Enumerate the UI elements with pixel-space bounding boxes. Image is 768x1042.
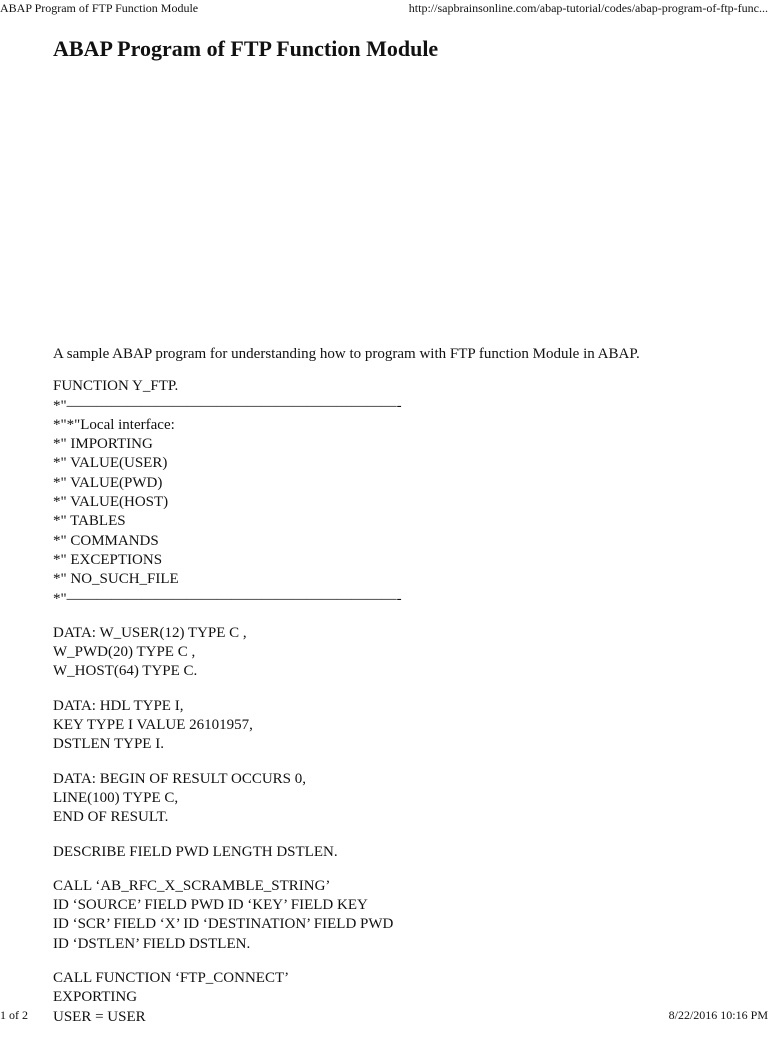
code-line: DATA: W_USER(12) TYPE C , xyxy=(53,624,247,641)
code-line: W_PWD(20) TYPE C , xyxy=(53,644,196,661)
code-block xyxy=(53,624,733,682)
code-block xyxy=(53,843,733,862)
code-block xyxy=(53,770,733,828)
code-line: DATA: BEGIN OF RESULT OCCURS 0, xyxy=(53,770,307,787)
intro-paragraph: A sample ABAP program for understanding how to program with FTP function Module in ABAP. xyxy=(53,346,640,362)
code-line: *" COMMANDS xyxy=(53,532,159,549)
code-line: DSTLEN TYPE I. xyxy=(53,736,164,753)
code-line: CALL ‘AB_RFC_X_SCRAMBLE_STRING’ xyxy=(53,877,331,894)
code-line: *"——————————————————————- xyxy=(53,590,402,607)
footer-page-count: 1 of 2 xyxy=(0,1008,28,1022)
code-line: EXPORTING xyxy=(53,989,138,1006)
code-line: DESCRIBE FIELD PWD LENGTH DSTLEN. xyxy=(53,843,338,860)
code-line: *"——————————————————————- xyxy=(53,397,402,414)
article-body xyxy=(53,345,733,1042)
header-url[interactable]: http://sapbrainsonline.com/abap-tutorial/codes/abap-program-of-ftp-func... xyxy=(408,1,768,15)
code-line: ID ‘DSTLEN’ FIELD DSTLEN. xyxy=(53,935,251,952)
code-block xyxy=(53,377,733,609)
code-line: *" VALUE(HOST) xyxy=(53,494,169,511)
article-title: ABAP Program of FTP Function Module xyxy=(53,36,439,61)
code-line: *" NO_SUCH_FILE xyxy=(53,571,179,588)
header-page-title: ABAP Program of FTP Function Module xyxy=(0,1,199,15)
code-line: *" EXCEPTIONS xyxy=(53,551,163,568)
code-block xyxy=(53,697,733,755)
code-line: LINE(100) TYPE C, xyxy=(53,789,179,806)
footer-timestamp: 8/22/2016 10:16 PM xyxy=(668,1008,768,1022)
code-line: *" IMPORTING xyxy=(53,436,153,453)
code-listing xyxy=(53,377,733,1027)
code-line: KEY TYPE I VALUE 26101957, xyxy=(53,717,253,734)
code-line: *" VALUE(USER) xyxy=(53,455,168,472)
code-line: END OF RESULT. xyxy=(53,809,169,826)
code-block xyxy=(53,969,733,1027)
code-line: DATA: HDL TYPE I, xyxy=(53,697,184,714)
code-line: USER = USER xyxy=(53,1008,146,1025)
code-line: FUNCTION Y_FTP. xyxy=(53,378,179,395)
code-line: ID ‘SOURCE’ FIELD PWD ID ‘KEY’ FIELD KEY xyxy=(53,897,368,914)
code-line: *"*"Local interface: xyxy=(53,416,175,433)
code-line: CALL FUNCTION ‘FTP_CONNECT’ xyxy=(53,970,290,987)
code-line: *" TABLES xyxy=(53,513,126,530)
code-line: ID ‘SCR’ FIELD ‘X’ ID ‘DESTINATION’ FIELD PWD xyxy=(53,916,394,933)
code-line: *" VALUE(PWD) xyxy=(53,474,163,491)
code-line: W_HOST(64) TYPE C. xyxy=(53,663,198,680)
code-block xyxy=(53,877,733,954)
